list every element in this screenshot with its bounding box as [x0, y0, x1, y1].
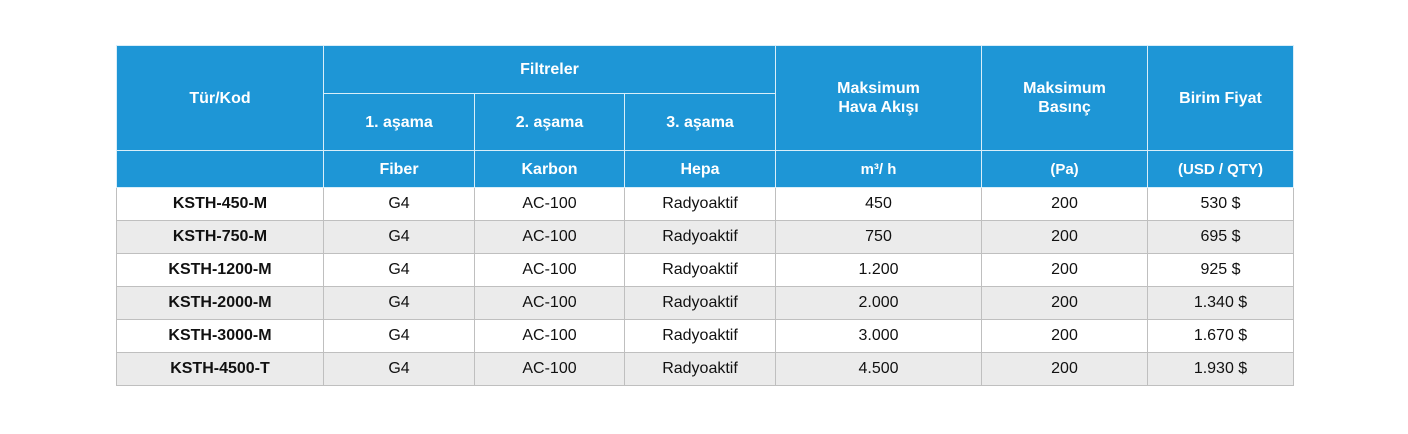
header-stage-3: 3. aşama: [625, 94, 776, 151]
cell-code: KSTH-1200-M: [117, 254, 324, 287]
header-price-unit: (USD / QTY): [1148, 151, 1294, 188]
cell-stage1: G4: [324, 320, 475, 353]
cell-code: KSTH-750-M: [117, 221, 324, 254]
cell-price: 925 $: [1148, 254, 1294, 287]
cell-price: 1.930 $: [1148, 353, 1294, 386]
cell-pressure: 200: [982, 188, 1148, 221]
cell-stage1: G4: [324, 353, 475, 386]
header-pressure-unit: (Pa): [982, 151, 1148, 188]
cell-airflow: 1.200: [776, 254, 982, 287]
price-table-container: [116, 45, 1293, 386]
cell-airflow: 3.000: [776, 320, 982, 353]
header-max-pressure: [982, 46, 1148, 151]
cell-stage3: Radyoaktif: [625, 320, 776, 353]
header-airflow-unit: m³/ h: [776, 151, 982, 188]
cell-price: 695 $: [1148, 221, 1294, 254]
header-unit-price: Birim Fiyat: [1148, 46, 1294, 151]
cell-stage2: AC-100: [475, 353, 625, 386]
table-row: [117, 287, 1294, 320]
header-stage-2: 2. aşama: [475, 94, 625, 151]
cell-stage2: AC-100: [475, 254, 625, 287]
cell-stage3: Radyoaktif: [625, 254, 776, 287]
cell-price: 530 $: [1148, 188, 1294, 221]
table-body: [117, 188, 1294, 386]
cell-code: KSTH-4500-T: [117, 353, 324, 386]
header-filters: Filtreler: [324, 46, 776, 94]
cell-stage3: Radyoaktif: [625, 287, 776, 320]
table-row: [117, 221, 1294, 254]
cell-stage1: G4: [324, 188, 475, 221]
table-header: [117, 46, 1294, 188]
header-max-airflow: [776, 46, 982, 151]
cell-pressure: 200: [982, 287, 1148, 320]
table-row: [117, 254, 1294, 287]
cell-airflow: 4.500: [776, 353, 982, 386]
header-filter-type-karbon: Karbon: [475, 151, 625, 188]
cell-airflow: 2.000: [776, 287, 982, 320]
cell-stage3: Radyoaktif: [625, 221, 776, 254]
cell-pressure: 200: [982, 221, 1148, 254]
cell-stage1: G4: [324, 254, 475, 287]
cell-stage2: AC-100: [475, 320, 625, 353]
price-table: [116, 45, 1294, 386]
cell-price: 1.670 $: [1148, 320, 1294, 353]
cell-price: 1.340 $: [1148, 287, 1294, 320]
header-max-airflow-label: Maksimum Hava Akışı: [837, 80, 920, 116]
table-row: [117, 353, 1294, 386]
table-row: [117, 320, 1294, 353]
cell-pressure: 200: [982, 353, 1148, 386]
cell-stage3: Radyoaktif: [625, 353, 776, 386]
header-filter-type-hepa: Hepa: [625, 151, 776, 188]
header-max-pressure-label: Maksimum Basınç: [1023, 80, 1106, 116]
header-type-code: Tür/Kod: [117, 46, 324, 151]
cell-pressure: 200: [982, 254, 1148, 287]
cell-stage2: AC-100: [475, 221, 625, 254]
table-row: [117, 188, 1294, 221]
cell-code: KSTH-450-M: [117, 188, 324, 221]
cell-code: KSTH-2000-M: [117, 287, 324, 320]
header-type-code-sub: [117, 151, 324, 188]
header-filter-type-fiber: Fiber: [324, 151, 475, 188]
cell-stage3: Radyoaktif: [625, 188, 776, 221]
cell-stage1: G4: [324, 287, 475, 320]
cell-stage1: G4: [324, 221, 475, 254]
header-stage-1: 1. aşama: [324, 94, 475, 151]
cell-airflow: 750: [776, 221, 982, 254]
cell-stage2: AC-100: [475, 287, 625, 320]
cell-airflow: 450: [776, 188, 982, 221]
cell-code: KSTH-3000-M: [117, 320, 324, 353]
cell-pressure: 200: [982, 320, 1148, 353]
cell-stage2: AC-100: [475, 188, 625, 221]
